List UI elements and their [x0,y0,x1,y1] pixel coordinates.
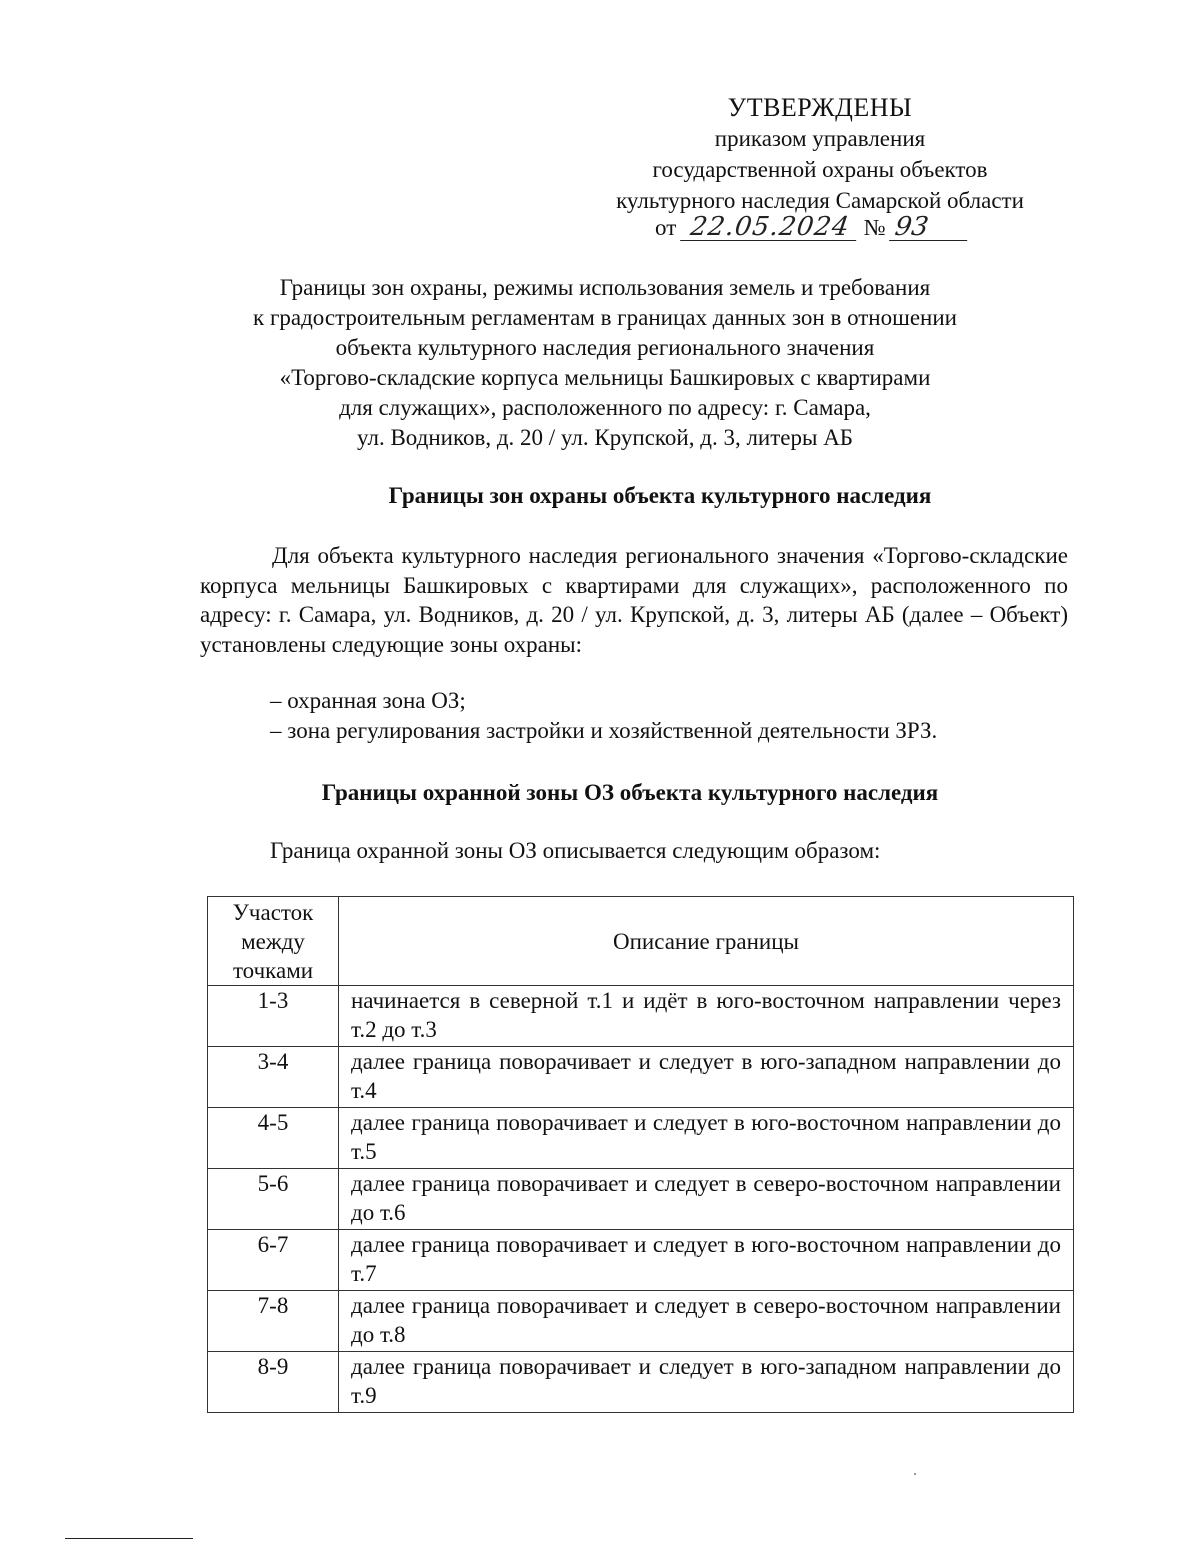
header-segment: Участок между точками [208,897,339,986]
title-line-5: для служащих», расположенного по адресу: г. Самара, [339,395,871,420]
table-header-row [208,897,1074,986]
handwritten-number: 93 [890,214,972,241]
table-row [208,1169,1074,1230]
title-line-1: Границы зон охраны, режимы использования земель и требования [279,275,931,300]
list-item: – охранная зона ОЗ; [270,688,466,713]
segment-cell: 4-5 [208,1108,339,1169]
approval-line-2: государственной охраны объектов [652,157,988,182]
title-line-4: «Торгово-складские корпуса мельницы Башкировых с квартирами [279,365,931,390]
description-cell: далее граница поворачивает и следует в юго-восточном направлении до т.5 [339,1108,1074,1169]
segment-cell: 1-3 [208,986,339,1047]
approval-line-1: приказом управления [714,126,926,151]
table-intro: Граница охранной зоны ОЗ описывается следующим образом: [270,838,881,863]
title-line-6: ул. Водников, д. 20 / ул. Крупской, д. 3, литеры АБ [356,425,854,450]
date-prefix: от [655,215,677,240]
boundary-table [207,896,1074,1413]
header-description: Описание границы [339,897,1074,986]
approval-heading: УТВЕРЖДЕНЫ [727,93,913,122]
description-cell: далее граница поворачивает и следует в северо-восточном направлении до т.8 [339,1291,1074,1352]
footnote-separator [65,1538,193,1539]
table-row [208,1108,1074,1169]
scan-speck [914,1473,916,1475]
segment-cell: 6-7 [208,1230,339,1291]
section-heading-oz: Границы охранной зоны ОЗ объекта культурного наследия [321,780,939,805]
list-item: – зона регулирования застройки и хозяйственной деятельности ЗРЗ. [270,718,938,743]
segment-cell: 3-4 [208,1047,339,1108]
table-row [208,986,1074,1047]
table-row [208,1230,1074,1291]
intro-paragraph: Для объекта культурного наследия регионального значения «Торгово-складские корпуса мельницы Башкировых с квартирами для служащих», расположенного по адресу: г. Самара, ул. Водников, д. 20 / ул. Крупской, д. 3, литеры АБ (далее – Объект) установлены следующие зоны охраны: [200,543,1068,657]
description-cell: далее граница поворачивает и следует в юго-западном направлении до т.4 [339,1047,1074,1108]
section-heading-zones: Границы зон охраны объекта культурного наследия [388,483,932,508]
handwritten-date: 22.05.2024 [680,214,860,241]
approval-line-3: культурного наследия Самарской области [616,188,1024,213]
description-cell: начинается в северной т.1 и идёт в юго-восточном направлении через т.2 до т.3 [339,986,1074,1047]
title-line-2: к градостроительным регламентам в границах данных зон в отношении [253,305,957,330]
description-cell: далее граница поворачивает и следует в юго-восточном направлении до т.7 [339,1230,1074,1291]
segment-cell: 8-9 [208,1352,339,1413]
table-row [208,1047,1074,1108]
segment-cell: 7-8 [208,1291,339,1352]
number-prefix: № [863,215,886,240]
approval-block [560,92,1080,216]
description-cell: далее граница поворачивает и следует в северо-восточном направлении до т.6 [339,1169,1074,1230]
title-line-3: объекта культурного наследия регионального значения [335,335,875,360]
table-row [208,1291,1074,1352]
table-row [208,1352,1074,1413]
description-cell: далее граница поворачивает и следует в юго-западном направлении до т.9 [339,1352,1074,1413]
segment-cell: 5-6 [208,1169,339,1230]
document-title [130,273,1080,453]
approval-date-line [655,214,969,241]
